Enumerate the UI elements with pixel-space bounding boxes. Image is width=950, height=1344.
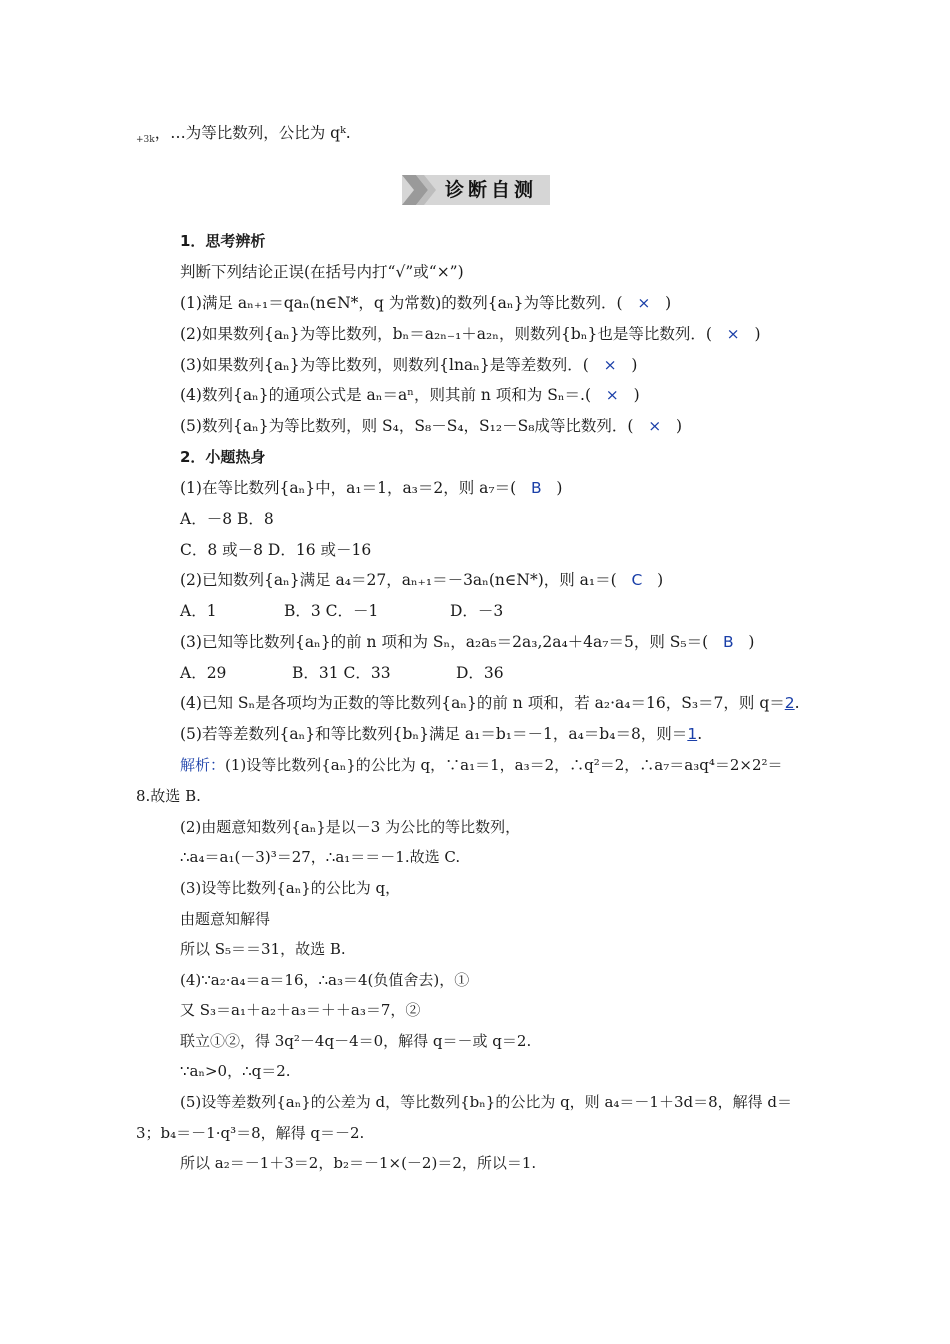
option: A．1 — [180, 602, 217, 620]
banner-title: 诊断自测 — [444, 179, 537, 201]
question-3-options — [180, 660, 504, 686]
solution-line-11: ∵aₙ>0，∴q＝2. — [180, 1062, 291, 1080]
judge-item-4: (4)数列{aₙ}的通项公式是 aₙ＝aⁿ，则其前 n 项和为 Sₙ＝.( × ) — [180, 386, 640, 404]
solution-line-4: ∴a₄＝a₁(－3)³＝27，∴a₁＝＝－1.故选 C. — [180, 848, 461, 866]
option: B．3 C．－1 — [284, 602, 379, 620]
solution-line-3: (2)由题意知数列{aₙ}是以－3 为公比的等比数列， — [180, 818, 521, 836]
question-2-answer: C — [631, 571, 643, 589]
question-1-answer: B — [530, 479, 542, 497]
judge-item-5: (5)数列{aₙ}为等比数列，则 S₄，S₈－S₄，S₁₂－S₈成等比数列．( × ) — [180, 417, 683, 435]
question-4-answer: 2 — [784, 694, 795, 712]
option: D．36 — [456, 664, 504, 682]
section2-heading: 2．小题热身 — [180, 448, 266, 466]
question-1-options-b: C．8 或－8 D．16 或－16 — [180, 541, 372, 559]
question-5-answer: 1 — [687, 725, 698, 743]
judge-answer-5: × — [648, 417, 662, 435]
lead-text: ，…为等比数列，公比为 qᵏ. — [154, 124, 351, 142]
question-4: (4)已知 Sₙ是各项均为正数的等比数列{aₙ}的前 n 项和，若 a₂·a₄＝16，S₃＝7，则 q＝2. — [180, 694, 800, 712]
question-2: (2)已知数列{aₙ}满足 a₄＝27，aₙ₊₁＝－3aₙ(n∈N*)，则 a₁＝( C ) — [180, 571, 664, 589]
judge-answer-1: × — [637, 294, 651, 312]
question-3-answer: B — [722, 633, 734, 651]
solution-line-1: 解析：(1)设等比数列{aₙ}的公比为 q，∵a₁＝1，a₃＝2，∴q²＝2，∴a₇＝a₃q⁴＝2×2²＝ — [180, 756, 783, 774]
solution-line-10: 联立①②，得 3q²－4q－4＝0，解得 q＝－或 q＝2. — [180, 1032, 532, 1050]
solution-line-2: 8.故选 B. — [136, 787, 201, 805]
judge-answer-3: × — [603, 356, 617, 374]
judge-answer-4: × — [605, 386, 619, 404]
question-1: (1)在等比数列{aₙ}中，a₁＝1，a₃＝2，则 a₇＝( B ) — [180, 479, 563, 497]
question-2-options — [180, 598, 503, 624]
section1-heading: 1．思考辨析 — [180, 232, 266, 250]
solution-label: 解析： — [180, 756, 226, 774]
section1-intro: 判断下列结论正误(在括号内打“√”或“×”) — [180, 263, 464, 281]
question-1-options-a: A．－8 B．8 — [180, 510, 274, 528]
lead-line — [136, 120, 351, 146]
solution-line-14: 所以 a₂＝－1＋3＝2，b₂＝－1×(－2)＝2，所以＝1. — [180, 1154, 537, 1172]
solution-line-7: 所以 S₅＝＝31，故选 B. — [180, 940, 346, 958]
judge-item-2: (2)如果数列{aₙ}为等比数列，bₙ＝a₂ₙ₋₁＋a₂ₙ，则数列{bₙ}也是等比数列．( × ) — [180, 325, 761, 343]
solution-line-12: (5)设等差数列{aₙ}的公差为 d，等比数列{bₙ}的公比为 q，则 a₄＝－1＋3d＝8，解得 d＝ — [180, 1093, 793, 1111]
judge-item-3: (3)如果数列{aₙ}为等比数列，则数列{lnaₙ}是等差数列．( × ) — [180, 356, 638, 374]
solution-line-5: (3)设等比数列{aₙ}的公比为 q， — [180, 879, 401, 897]
question-5: (5)若等差数列{aₙ}和等比数列{bₙ}满足 a₁＝b₁＝－1，a₄＝b₄＝8，则＝1. — [180, 725, 703, 743]
question-3: (3)已知等比数列{aₙ}的前 n 项和为 Sₙ，a₂a₅＝2a₃,2a₄＋4a₇＝5，则 S₅＝( B ) — [180, 633, 755, 651]
solution-line-8: (4)∵a₂·a₄＝a＝16，∴a₃＝4(负值舍去)，① — [180, 971, 470, 989]
lead-subscript: +3k — [136, 135, 155, 145]
solution-line-6: 由题意知解得 — [180, 910, 271, 928]
solution-line-13: 3；b₄＝－1·q³＝8，解得 q＝－2. — [136, 1124, 365, 1142]
section-banner — [402, 175, 550, 205]
solution-line-9: 又 S₃＝a₁＋a₂＋a₃＝＋＋a₃＝7，② — [180, 1001, 421, 1019]
option: B．31 C．33 — [292, 664, 391, 682]
option: D．－3 — [450, 602, 504, 620]
judge-item-1: (1)满足 aₙ₊₁＝qaₙ(n∈N*，q 为常数)的数列{aₙ}为等比数列．( × ) — [180, 294, 672, 312]
option: A．29 — [180, 664, 227, 682]
judge-answer-2: × — [726, 325, 740, 343]
